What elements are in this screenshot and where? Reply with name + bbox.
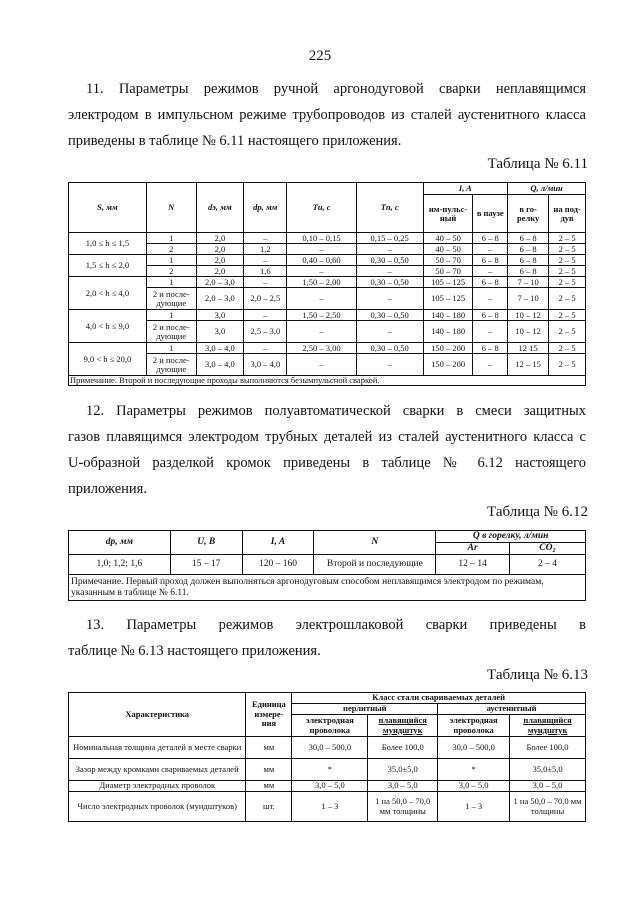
table-cell: 30,0 – 500,0 [438, 737, 510, 759]
table-cell: 2 – 5 [549, 244, 586, 255]
table-cell: мм [246, 781, 292, 792]
table-cell: 7 – 10 [508, 288, 549, 310]
table-cell: 2,0 – 3,0 [196, 277, 244, 288]
thickness-cell: 2,0 < h ≤ 4,0 [69, 277, 147, 310]
t612-header-dp: dр, мм [69, 531, 171, 555]
table-cell: 1,50 – 2,00 [287, 277, 356, 288]
table-cell: 2 – 5 [549, 354, 586, 376]
table-cell: 12 – 15 [508, 354, 549, 376]
table-cell: 2,0 [196, 244, 244, 255]
table612-note: Примечание. Первый проход должен выполняться аргонодуговым способом неплавящимся электродом по режимам, указанным в таблице № 6.11. [69, 575, 586, 601]
t612-cell: 12 – 14 [436, 555, 510, 575]
table-cell: 1 [146, 233, 196, 244]
table-cell: – [356, 266, 423, 277]
table-cell: 1 – 3 [438, 792, 510, 822]
table-cell: 3,0 – 4,0 [196, 354, 244, 376]
table-cell: 10 – 12 [508, 310, 549, 321]
t612-cell: Второй и последующие [314, 555, 436, 575]
table-cell: 2 и после-дующие [146, 354, 196, 376]
table-cell: 0,40 – 0,60 [287, 255, 356, 266]
table611-note: Примечание. Второй и последующие проходы выполняются безымпульсной сваркой. [69, 376, 586, 386]
table-cell: Более 100,0 [510, 737, 586, 759]
header-de: dэ, мм [196, 183, 244, 233]
table-cell: 2 – 5 [549, 288, 586, 310]
table-cell: 1,6 [244, 266, 287, 277]
table-cell: 2 [146, 244, 196, 255]
table-cell: 0,30 – 0,50 [356, 277, 423, 288]
t613-header-mouth: плавящийся мундштук [510, 715, 586, 737]
table-row [69, 310, 586, 321]
table-cell: 6 – 8 [473, 233, 508, 244]
t613-header-wire: электродная проволока [438, 715, 510, 737]
table-cell: 1 [146, 277, 196, 288]
header-q: Q, л/мин [508, 183, 586, 195]
table-cell: 0,30 – 0,50 [356, 343, 423, 354]
table-cell: – [473, 354, 508, 376]
table-row [69, 288, 586, 310]
t613-header-aust: аустенитный [438, 704, 586, 715]
table-cell: 0,30 – 0,50 [356, 255, 423, 266]
table-cell: 3,0 – 5,0 [510, 781, 586, 792]
table-cell: – [244, 233, 287, 244]
t612-cell: 1,0; 1,2; 1,6 [69, 555, 171, 575]
table-cell: 40 – 50 [423, 244, 473, 255]
t613-header-unit: Единица измере-ния [246, 693, 292, 737]
para13-line2: таблице № 6.13 настоящего приложения. [68, 643, 321, 659]
header-i-pause: в паузе [473, 195, 508, 233]
table613-caption: Таблица № 6.13 [487, 667, 588, 683]
table-row [69, 354, 586, 376]
table-cell: 1 [146, 343, 196, 354]
table-cell: 2 – 5 [549, 277, 586, 288]
para11-line2: электродом в импульсном режиме трубопроводов из сталей аустенитного класса [68, 107, 586, 123]
table-cell: – [356, 244, 423, 255]
table-cell: – [287, 354, 356, 376]
table-cell: 140 – 180 [423, 321, 473, 343]
table-cell: – [287, 321, 356, 343]
table-cell: 6 – 8 [473, 255, 508, 266]
table-cell: 105 – 125 [423, 277, 473, 288]
table-cell: 2 [146, 266, 196, 277]
table-cell: – [356, 354, 423, 376]
table-cell: Число электродных проволок (мундштуков) [69, 792, 246, 822]
para12-line3: U-образной разделкой кромок приведены в таблице № 6.12 настоящего [68, 455, 586, 471]
table-cell: 2,5 – 3,0 [244, 321, 287, 343]
table-cell: 140 – 180 [423, 310, 473, 321]
table-cell: 1 на 50,0 – 70,0 мм толщины [368, 792, 438, 822]
t612-header-i: I, A [242, 531, 314, 555]
table-cell: 30,0 – 500,0 [292, 737, 368, 759]
table-cell: 1,2 [244, 244, 287, 255]
para12-line2: газов плавящимся электродом трубных деталей из сталей аустенитного класса с [68, 429, 586, 445]
header-ti: Tи, с [287, 183, 356, 233]
t612-header-co2: CO₂ [510, 543, 586, 555]
t612-header-u: U, В [170, 531, 242, 555]
table-cell: 3,0 [196, 310, 244, 321]
table-cell: 7 – 10 [508, 277, 549, 288]
table-cell: 6 – 8 [508, 233, 549, 244]
table-cell: 6 – 8 [508, 266, 549, 277]
header-q-back: на под-дув [549, 195, 586, 233]
table-row [69, 277, 586, 288]
para11-line1: 11. Параметры режимов ручной аргонодуговой сварки неплавящимся [86, 81, 586, 97]
t613-header-pearl: перлитный [292, 704, 438, 715]
para12-line1: 12. Параметры режимов полуавтоматической сварки в смеси защитных [86, 403, 586, 419]
table-cell: 2 – 5 [549, 310, 586, 321]
header-s: S, мм [69, 183, 147, 233]
header-i-pulse: им-пульс-ный [423, 195, 473, 233]
table-cell: мм [246, 759, 292, 781]
table-cell: 2,0 [196, 255, 244, 266]
t613-header-char: Характеристика [69, 693, 246, 737]
table-cell: 3,0 – 5,0 [438, 781, 510, 792]
table-row [69, 266, 586, 277]
t612-header-ar: Ar [436, 543, 510, 555]
table-cell: 0,30 – 0,50 [356, 310, 423, 321]
thickness-cell: 1,0 ≤ h ≤ 1,5 [69, 233, 147, 255]
table-cell: 2,50 – 3,00 [287, 343, 356, 354]
table-cell: 2 и после-дующие [146, 288, 196, 310]
table-cell: 2 и после-дующие [146, 321, 196, 343]
table-cell: 35,0±5,0 [368, 759, 438, 781]
table-6-11 [68, 182, 586, 386]
table-cell: 1 [146, 310, 196, 321]
table-cell: Зазор между кромками свариваемых деталей [69, 759, 246, 781]
table-row [69, 321, 586, 343]
t613-header-wire: электродная проволока [292, 715, 368, 737]
table612-caption: Таблица № 6.12 [487, 504, 588, 520]
page-number: 225 [308, 48, 332, 64]
table-cell: 3,0 – 5,0 [292, 781, 368, 792]
table-cell: 2 – 5 [549, 343, 586, 354]
table-cell: 50 – 70 [423, 266, 473, 277]
table-row [69, 343, 586, 354]
thickness-cell: 4,0 < h ≤ 9,0 [69, 310, 147, 343]
table-cell: * [292, 759, 368, 781]
header-tp: Tп, с [356, 183, 423, 233]
para12-line4: приложения. [68, 481, 147, 497]
table-cell: 0,10 – 0,15 [287, 233, 356, 244]
table-cell: 2 – 5 [549, 255, 586, 266]
table-cell: 35,0±5,0 [510, 759, 586, 781]
table-cell: – [473, 266, 508, 277]
table-cell: 3,0 [196, 321, 244, 343]
table-cell: мм [246, 737, 292, 759]
t612-cell: 15 – 17 [170, 555, 242, 575]
table-cell: 2 – 5 [549, 266, 586, 277]
table-row [69, 759, 586, 781]
table-cell: 6 – 8 [473, 310, 508, 321]
table-cell: 40 – 50 [423, 233, 473, 244]
table-cell: 50 – 70 [423, 255, 473, 266]
table-cell: 6 – 8 [473, 343, 508, 354]
table-cell: – [473, 288, 508, 310]
table-cell: – [244, 343, 287, 354]
t612-header-n: N [314, 531, 436, 555]
header-n: N [146, 183, 196, 233]
t612-header-q: Q в горелку, л/мин [436, 531, 586, 543]
thickness-cell: 9,0 < h ≤ 20,0 [69, 343, 147, 376]
table-cell: 3,0 – 4,0 [196, 343, 244, 354]
table-cell: Более 100,0 [368, 737, 438, 759]
table-cell: – [244, 310, 287, 321]
table-cell: – [473, 244, 508, 255]
table-cell: 105 – 125 [423, 288, 473, 310]
table-cell: 1 – 3 [292, 792, 368, 822]
table-cell: 6 – 8 [473, 277, 508, 288]
table-row [69, 233, 586, 244]
table-cell: 2,0 [196, 233, 244, 244]
t612-cell: 120 – 160 [242, 555, 314, 575]
table-cell: 0,15 – 0,25 [356, 233, 423, 244]
table-row [69, 781, 586, 792]
table-cell: 2,0 – 2,5 [244, 288, 287, 310]
table-cell: 3,0 – 5,0 [368, 781, 438, 792]
table-cell: – [244, 255, 287, 266]
table-cell: 3,0 – 4,0 [244, 354, 287, 376]
t613-header-class: Класс стали свариваемых деталей [292, 693, 586, 704]
table-cell: Диаметр электродных проволок [69, 781, 246, 792]
table-cell: * [438, 759, 510, 781]
table-cell: 2 – 5 [549, 321, 586, 343]
table-cell: 2,0 [196, 266, 244, 277]
table-cell: 2,0 – 3,0 [196, 288, 244, 310]
table-row [69, 737, 586, 759]
header-dp: dр, мм [244, 183, 287, 233]
table-cell: – [356, 288, 423, 310]
table-cell: – [473, 321, 508, 343]
table-cell: – [287, 244, 356, 255]
table-cell: 6 – 8 [508, 255, 549, 266]
table-cell: 150 – 200 [423, 343, 473, 354]
table-cell: 150 – 200 [423, 354, 473, 376]
table-cell: шт. [246, 792, 292, 822]
para13-line1: 13. Параметры режимов электрошлаковой сварки приведены в [86, 617, 586, 633]
table-row [69, 244, 586, 255]
table-cell: 1 [146, 255, 196, 266]
table-cell: 1,50 – 2,50 [287, 310, 356, 321]
table-cell: 1 на 50,0 – 70,0 мм толщины [510, 792, 586, 822]
t613-header-mouth: плавящийся мундштук [368, 715, 438, 737]
t612-cell: 2 – 4 [510, 555, 586, 575]
table-cell: – [287, 288, 356, 310]
thickness-cell: 1,5 ≤ h ≤ 2,0 [69, 255, 147, 277]
table611-caption: Таблица № 6.11 [487, 156, 588, 172]
table-cell: – [287, 266, 356, 277]
table-6-13 [68, 692, 586, 822]
table-cell: – [244, 277, 287, 288]
table-row [69, 792, 586, 822]
table-cell: 10 – 12 [508, 321, 549, 343]
table-cell: – [356, 321, 423, 343]
table-cell: Номинальная толщина деталей в месте сварки [69, 737, 246, 759]
header-i: I, A [423, 183, 507, 195]
header-q-torch: в го-релку [508, 195, 549, 233]
table-cell: 2 – 5 [549, 233, 586, 244]
table-6-12 [68, 530, 586, 601]
table-cell: 6 – 8 [508, 244, 549, 255]
table-row [69, 255, 586, 266]
table-cell: 12 15 [508, 343, 549, 354]
para11-line3: приведены в таблице № 6.11 настоящего приложения. [68, 133, 402, 149]
